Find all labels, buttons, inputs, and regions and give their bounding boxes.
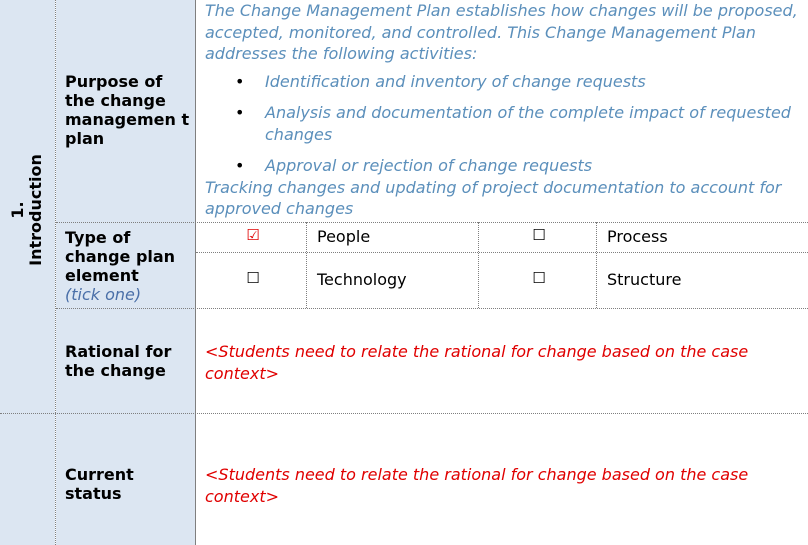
option-technology-label: Technology — [317, 270, 407, 289]
purpose-closing: Tracking changes and updating of project documentation to account for approved changes — [205, 177, 782, 218]
people-checkbox[interactable]: ☑ — [246, 226, 260, 244]
process-checkbox[interactable]: ☐ — [532, 226, 546, 244]
option-process-label: Process — [607, 227, 668, 246]
purpose-label: Purpose of the change managemen t plan — [65, 72, 190, 148]
purpose-intro: The Change Management Plan establishes how changes will be proposed, accepted, monitored, and controlled. This Change Management Plan addresses the following activities: — [205, 1, 798, 63]
activity-item: • Analysis and documentation of the complete impact of requested changes — [205, 102, 805, 145]
activity-list — [205, 71, 805, 177]
section-title: Introduction — [26, 154, 45, 266]
structure-checkbox[interactable]: ☐ — [532, 269, 546, 287]
option-people-label: People — [317, 227, 371, 246]
grid-line — [478, 222, 479, 308]
grid-line — [195, 0, 196, 545]
grid-line — [596, 222, 597, 308]
purpose-description — [205, 0, 805, 220]
option-structure-label: Structure — [607, 270, 682, 289]
activity-item: • Approval or rejection of change requests — [205, 155, 805, 177]
section-heading — [0, 0, 55, 545]
grid-line — [306, 222, 307, 308]
grid-line — [196, 252, 808, 253]
grid-line — [55, 0, 56, 545]
type-hint: (tick one) — [65, 285, 142, 304]
technology-checkbox[interactable]: ☐ — [246, 269, 260, 287]
rational-label: Rational for the change — [65, 342, 172, 380]
rational-text: <Students need to relate the rational for change based on the case context> — [205, 342, 749, 383]
status-label: Current status — [65, 465, 134, 503]
section-number: 1. — [8, 201, 27, 219]
grid-line — [56, 222, 808, 223]
grid-line — [0, 413, 808, 414]
activity-item: • Identification and inventory of change requests — [205, 71, 805, 93]
type-label: Type of change plan element (tick one) — [65, 228, 193, 304]
status-text: <Students need to relate the rational for change based on the case context> — [205, 465, 749, 506]
grid-line — [56, 308, 808, 309]
